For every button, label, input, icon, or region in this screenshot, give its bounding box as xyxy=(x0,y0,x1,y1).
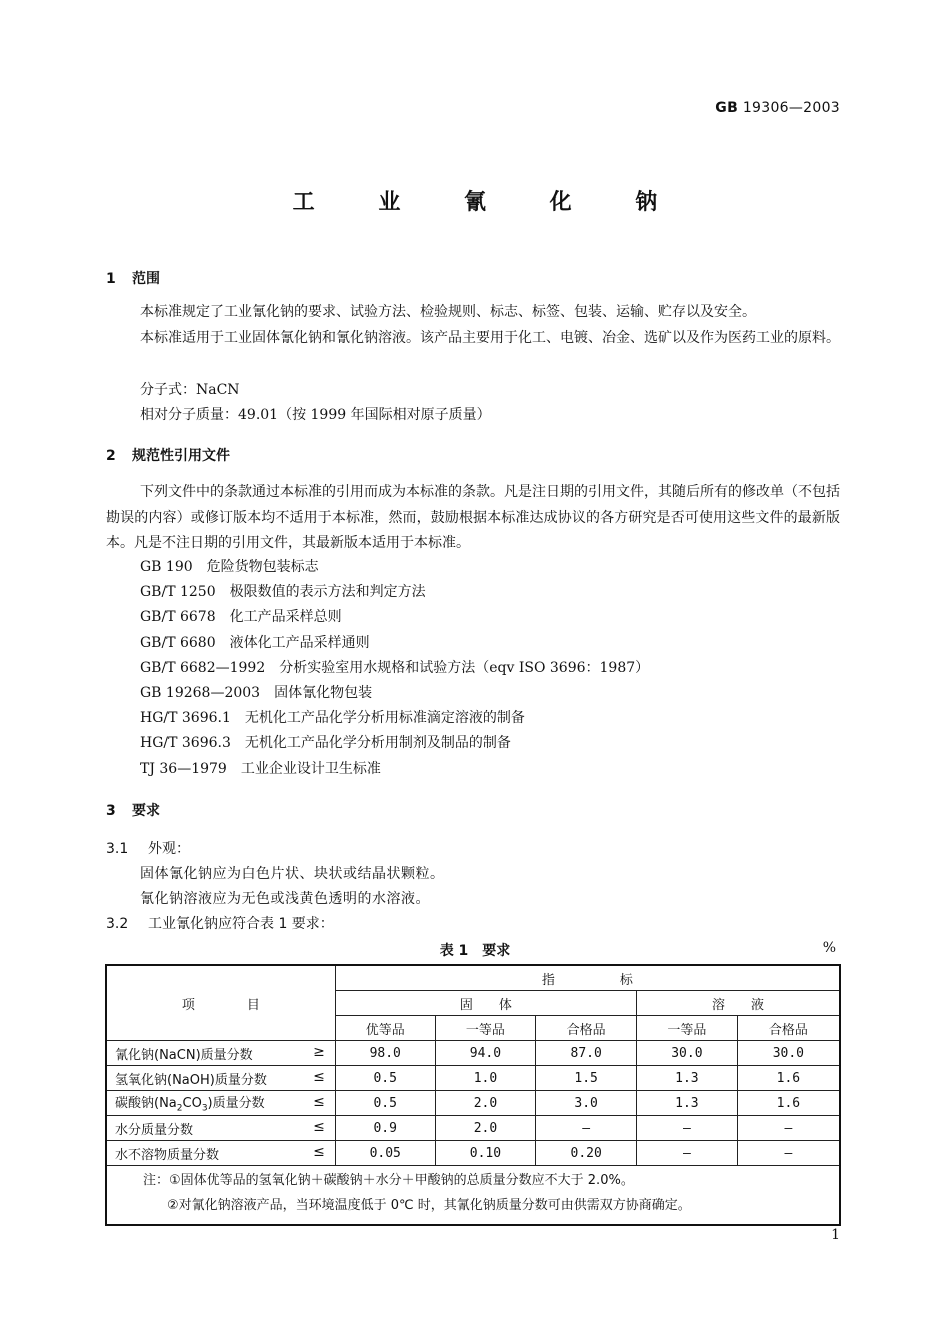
scope-paragraph-2: 本标准适用于工业固体氰化钠和氰化钠溶液。该产品主要用于化工、电镀、冶金、选矿以及作为医药工业的原料。 xyxy=(140,329,840,346)
header-solid: 固 体 xyxy=(335,991,636,1016)
reference-item: HG/T 3696.1 无机化工产品化学分析用标准滴定溶液的制备 xyxy=(140,710,525,727)
table-cell: 30.0 xyxy=(637,1041,738,1066)
molecular-mass: 相对分子质量：49.01（按 1999 年国际相对原子质量） xyxy=(140,407,491,423)
scope-paragraph-1: 本标准规定了工业氰化钠的要求、试验方法、检验规则、标志、标签、包装、运输、贮存以及安全。 xyxy=(140,304,756,320)
header-item: 项 目 xyxy=(106,965,335,1041)
table-unit: % xyxy=(822,940,836,956)
table-cell: — xyxy=(536,1116,637,1141)
references-paragraph: 下列文件中的条款通过本标准的引用而成为本标准的条款。凡是注日期的引用文件，其随后所有的修改单（不包括勘误的内容）或修订版本均不适用于本标准，然而，鼓励根据本标准达成协议的各方研究是否可使用这些文件的最新版本。凡是不注日期的引用文件，其最新版本适用于本标准。 xyxy=(106,484,840,551)
table-cell: 0.10 xyxy=(435,1141,536,1166)
reference-list xyxy=(140,555,649,782)
section-1-body xyxy=(106,300,840,351)
reference-item: GB/T 6680 液体化工产品采样通则 xyxy=(140,634,370,651)
header-grade: 合格品 xyxy=(737,1016,840,1041)
section-1-heading: 1 范围 xyxy=(106,271,160,287)
row-label: 氰化钠(NaCN)质量分数 ≥ xyxy=(106,1041,335,1066)
reference-item: GB 190 危险货物包装标志 xyxy=(140,559,319,575)
table-cell: 0.5 xyxy=(335,1091,435,1116)
table-row xyxy=(106,1041,840,1066)
table-row xyxy=(106,1141,840,1166)
table-cell: 30.0 xyxy=(737,1041,840,1066)
table-cell: 94.0 xyxy=(435,1041,536,1066)
table-cell: 98.0 xyxy=(335,1041,435,1066)
section-2-heading: 2 规范性引用文件 xyxy=(106,448,230,464)
header-solution: 溶 液 xyxy=(637,991,840,1016)
table-cell: — xyxy=(737,1141,840,1166)
section-3-heading: 3 要求 xyxy=(106,803,160,819)
row-label: 碳酸钠$(Na_2CO_3)$质量分数 ≤ xyxy=(106,1091,335,1116)
appearance-solution: 氰化钠溶液应为无色或浅黄色透明的水溶液。 xyxy=(140,891,430,907)
appearance-solid: 固体氰化钠应为白色片状、块状或结晶状颗粒。 xyxy=(140,866,445,882)
table-cell: 1.5 xyxy=(536,1066,637,1091)
table-cell: 0.05 xyxy=(335,1141,435,1166)
table-cell: 87.0 xyxy=(536,1041,637,1066)
table-cell: 0.5 xyxy=(335,1066,435,1091)
reference-item: GB/T 1250 极限数值的表示方法和判定方法 xyxy=(140,584,426,601)
table-row xyxy=(106,1116,840,1141)
comparison-symbol: ≤ xyxy=(313,1144,325,1160)
reference-item: GB/T 6682—1992 分析实验室用水规格和试验方法（eqv ISO 3696：1987） xyxy=(140,659,650,676)
table-note-2: ②对氰化钠溶液产品，当环境温度低于 0℃ 时，其氰化钠质量分数可由供需双方协商确定。 xyxy=(167,1198,691,1213)
header-grade: 优等品 xyxy=(335,1016,435,1041)
table-cell: — xyxy=(737,1116,840,1141)
header-index: 指 标 xyxy=(335,965,840,991)
reference-item: TJ 36—1979 工业企业设计卫生标准 xyxy=(140,760,381,777)
table-cell: — xyxy=(637,1116,738,1141)
comparison-symbol: ≥ xyxy=(313,1044,325,1060)
molecular-formula: 分子式：NaCN xyxy=(140,382,240,398)
section-2-body xyxy=(106,480,840,557)
table-row xyxy=(106,1091,840,1116)
table-cell: — xyxy=(637,1141,738,1166)
table-notes xyxy=(106,1166,840,1226)
row-label: 水分质量分数 ≤ xyxy=(106,1116,335,1141)
page-number: 1 xyxy=(831,1227,840,1243)
comparison-symbol: ≤ xyxy=(313,1119,325,1135)
table-cell: 1.3 xyxy=(637,1091,738,1116)
table-cell: 1.0 xyxy=(435,1066,536,1091)
table-note-1: 注：①固体优等品的氢氧化钠＋碳酸钠＋水分＋甲酸钠的总质量分数应不大于 2.0%。 xyxy=(143,1173,634,1188)
table-cell: 1.6 xyxy=(737,1091,840,1116)
table-cell: 2.0 xyxy=(435,1116,536,1141)
requirements-table xyxy=(105,964,841,1226)
document-title: 工 业 氰 化 钠 xyxy=(292,190,686,215)
row-label: 氢氧化钠(NaOH)质量分数 ≤ xyxy=(106,1066,335,1091)
standard-code: GB 19306—2003 xyxy=(715,100,840,116)
table-cell: 1.3 xyxy=(637,1066,738,1091)
table-cell: 0.9 xyxy=(335,1116,435,1141)
comparison-symbol: ≤ xyxy=(313,1069,325,1085)
row-label: 水不溶物质量分数 ≤ xyxy=(106,1141,335,1166)
section-3-1-heading: 3.1 外观： xyxy=(106,841,190,857)
table-cell: 1.6 xyxy=(737,1066,840,1091)
table-row xyxy=(106,1066,840,1091)
header-grade: 一等品 xyxy=(637,1016,738,1041)
table-cell: 2.0 xyxy=(435,1091,536,1116)
table-cell: 0.20 xyxy=(536,1141,637,1166)
reference-item: GB/T 6678 化工产品采样总则 xyxy=(140,609,342,626)
header-grade: 合格品 xyxy=(536,1016,637,1041)
header-grade: 一等品 xyxy=(435,1016,536,1041)
reference-item: GB 19268—2003 固体氰化物包装 xyxy=(140,684,373,701)
section-3-2-heading: 3.2 工业氰化钠应符合表 1 要求： xyxy=(106,916,334,932)
table-cell: 3.0 xyxy=(536,1091,637,1116)
reference-item: HG/T 3696.3 无机化工产品化学分析用制剂及制品的制备 xyxy=(140,735,511,752)
table-title: 表 1 要求 xyxy=(439,943,511,959)
comparison-symbol: ≤ xyxy=(313,1094,325,1110)
